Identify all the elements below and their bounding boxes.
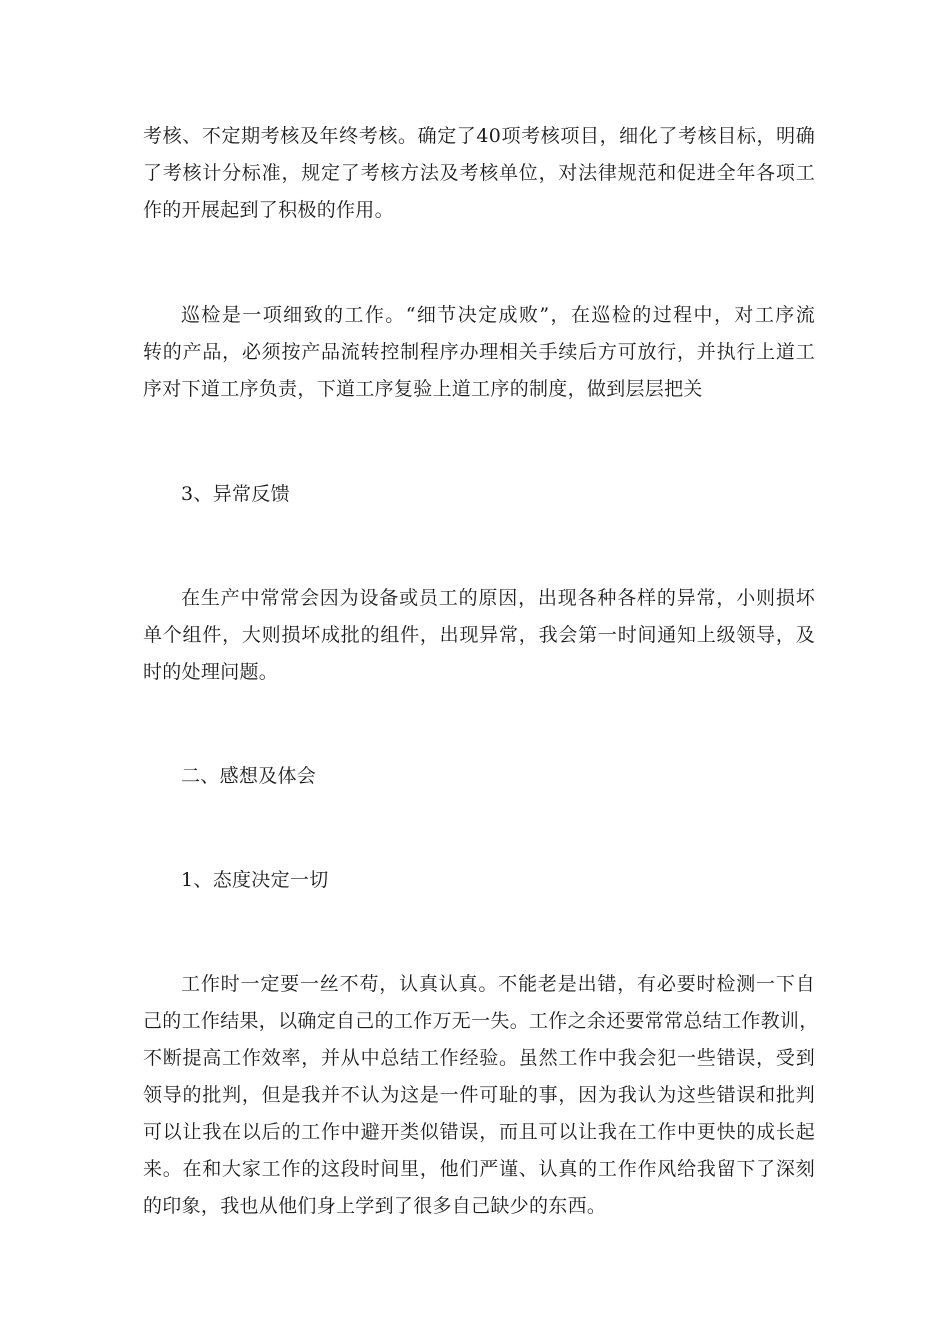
paragraph-line: 工作时一定要一丝不苟，认真认真。不能老是出错，有必要时检测一下自 (181, 973, 815, 995)
paragraph-line: 考核、不定期考核及年终考核。确定了40项考核项目，细化了考核目标，明确 (143, 125, 815, 147)
paragraph-line: 巡检是一项细致的工作。“细节决定成败”，在巡检的过程中，对工序流 (181, 304, 815, 326)
paragraph-line: 时的处理问题。 (143, 661, 279, 683)
section-heading: 二、感想及体会 (181, 765, 317, 787)
section-heading: 3、异常反馈 (181, 483, 290, 505)
paragraph-line: 不断提高工作效率，并从中总结工作经验。虽然工作中我会犯一些错误，受到 (143, 1047, 815, 1069)
paragraph-line: 领导的批判，但是我并不认为这是一件可耻的事，因为我认为这些错误和批判 (143, 1084, 815, 1106)
paragraph-line: 在生产中常常会因为设备或员工的原因，出现各种各样的异常，小则损坏 (181, 587, 815, 609)
paragraph-line: 的印象，我也从他们身上学到了很多自己缺少的东西。 (143, 1195, 607, 1217)
paragraph-line: 了考核计分标准，规定了考核方法及考核单位，对法律规范和促进全年各项工 (143, 162, 815, 184)
paragraph-line: 序对下道工序负责，下道工序复验上道工序的制度，做到层层把关 (143, 378, 703, 400)
paragraph-line: 己的工作结果，以确定自己的工作万无一失。工作之余还要常常总结工作教训， (143, 1010, 819, 1032)
paragraph-line: 来。在和大家工作的这段时间里，他们严谨、认真的工作作风给我留下了深刻 (143, 1158, 815, 1180)
section-heading: 1、态度决定一切 (181, 869, 329, 891)
paragraph-line: 转的产品，必须按产品流转控制程序办理相关手续后方可放行，并执行上道工 (143, 341, 815, 363)
paragraph-line: 作的开展起到了积极的作用。 (143, 199, 394, 221)
paragraph-line: 可以让我在以后的工作中避开类似错误，而且可以让我在工作中更快的成长起 (143, 1121, 815, 1143)
paragraph-line: 单个组件，大则损坏成批的组件，出现异常，我会第一时间通知上级领导，及 (143, 624, 815, 646)
